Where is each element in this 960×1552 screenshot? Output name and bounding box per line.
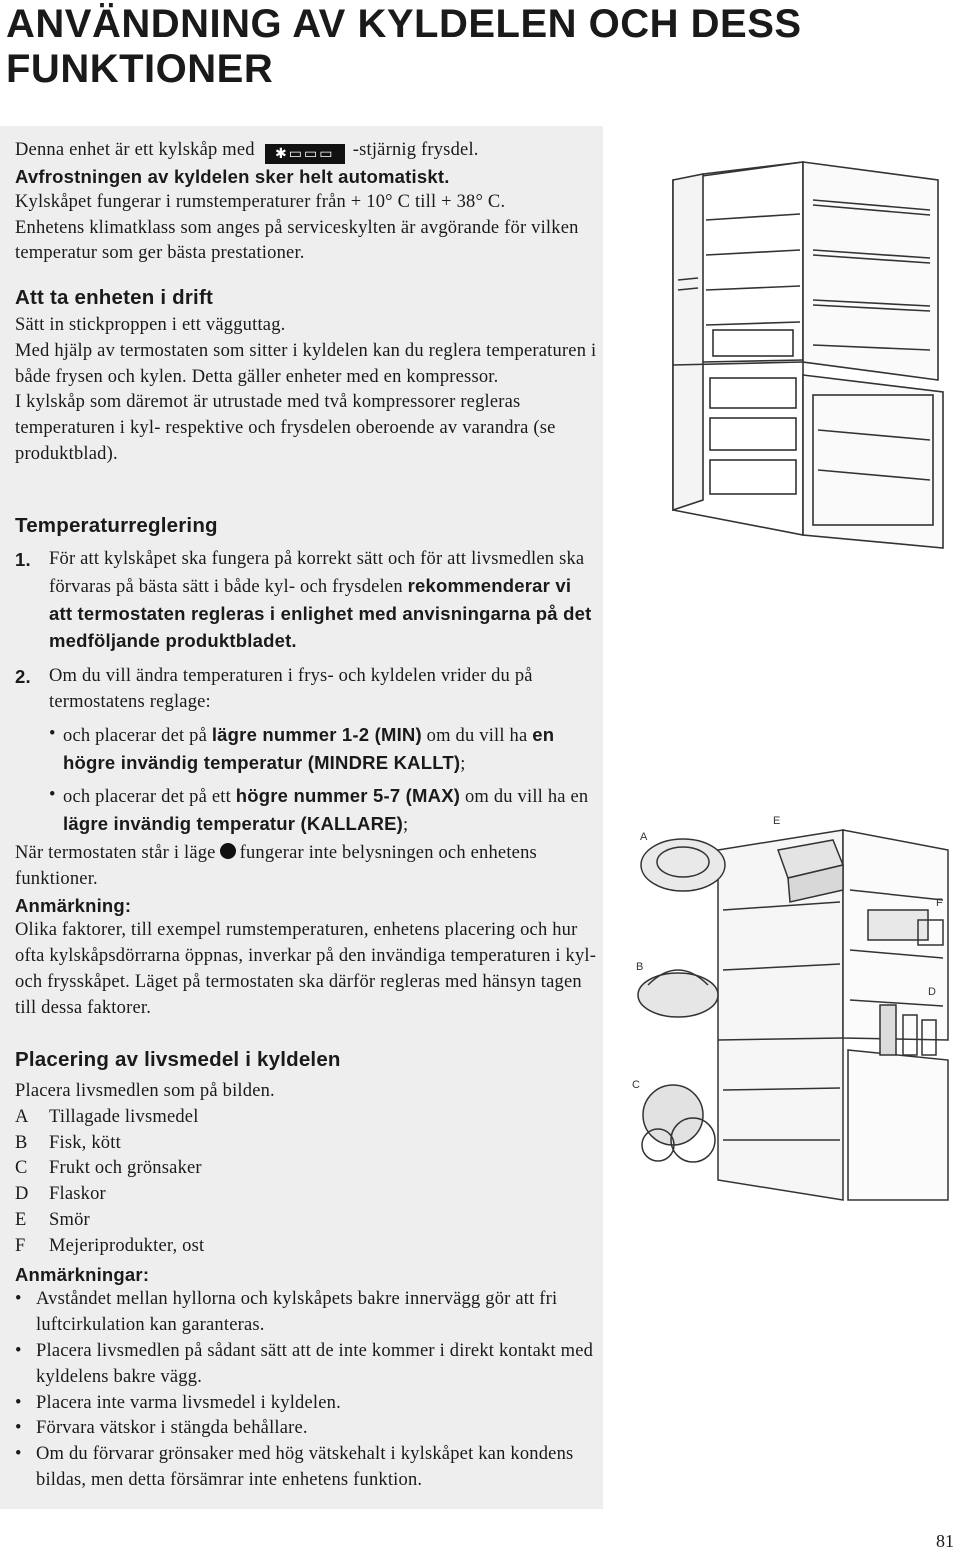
- bullet-max-end: ;: [403, 815, 409, 836]
- bullet-icon: •: [15, 1444, 22, 1465]
- notes-heading: Anmärkningar:: [15, 1263, 150, 1285]
- page-title: ANVÄNDNING AV KYLDELEN OCH DESS FUNKTIONER: [6, 2, 802, 91]
- defrost-text: Avfrostningen av kyldelen sker helt automatiskt.: [15, 166, 450, 187]
- note-list-item: [15, 1416, 597, 1442]
- food-list-key: D: [15, 1184, 29, 1205]
- intro-block: [15, 138, 597, 267]
- four-star-freezer-icon: ✱▭▭▭: [265, 144, 345, 164]
- section-placement: [15, 1047, 597, 1494]
- bullet-min-text-c: om du vill ha: [426, 725, 528, 746]
- note-list-item: [15, 1391, 597, 1417]
- food-list-key: C: [15, 1158, 28, 1179]
- bullet-icon: •: [49, 785, 56, 806]
- bullet-min-temperature: en högre invändig temperatur (MINDRE KALLT): [63, 723, 555, 773]
- light-note-post: fungerar inte belysningen och enhetens funktioner.: [15, 842, 537, 889]
- light-note-pre: När termostaten står i läge: [15, 842, 216, 863]
- note-list-text: Placera inte varma livsmedel i kyldelen.: [36, 1392, 341, 1413]
- figure-label-c: C: [632, 1079, 640, 1091]
- light-note: [15, 841, 597, 893]
- temp-item-2: [15, 664, 597, 716]
- bullet-max-text-c: om du vill ha en: [464, 787, 589, 808]
- temp-item-2-text: Om du vill ändra temperaturen i frys- och kyldelen vrider du på termostatens reglage:: [49, 666, 533, 712]
- temp-item-1-text: För att kylskåpet ska fungera på korrekt sätt och för att livsmedlen ska förvaras på bästa sätt i både kyl- och frysdelen: [49, 549, 585, 597]
- placement-intro: Placera livsmedlen som på bilden.: [15, 1081, 275, 1101]
- food-placement-illustration: [618, 810, 958, 1210]
- bullet-icon: •: [15, 1289, 22, 1310]
- food-list-item: [15, 1234, 597, 1260]
- food-list-item: [15, 1105, 597, 1131]
- food-list-label: Frukt och grönsaker: [49, 1158, 202, 1179]
- food-list: [15, 1105, 597, 1260]
- temp-item-1-number: 1.: [15, 549, 31, 570]
- open-fridge-illustration: [618, 150, 958, 560]
- note-list-text: Om du förvarar grönsaker med hög vätskehalt i kylskåpet kan kondens bildas, men detta försämrar inte enhetens funktion.: [36, 1444, 574, 1490]
- temp-item-1-bold: rekommenderar vi att termostaten regleras i enlighet med anvisningarna på det medföljande produktbladet.: [49, 574, 592, 652]
- notes-list: [15, 1287, 597, 1493]
- bullet-max-text-a: och placerar det på ett: [63, 787, 231, 808]
- food-list-key: E: [15, 1209, 27, 1230]
- bullet-max-number: högre nummer 5-7 (MAX): [235, 785, 461, 807]
- figure-label-d: D: [928, 986, 936, 998]
- drift-p3: I kylskåp som däremot är utrustade med två kompressorer regleras temperaturen i kyl- respektive och frysdelen oberoende av varandra (se produktblad).: [15, 392, 556, 464]
- section-temperature: [15, 513, 597, 1022]
- food-list-item: [15, 1208, 597, 1234]
- figure-label-b: B: [636, 961, 644, 973]
- bullet-icon: •: [15, 1340, 22, 1361]
- section-heading-drift: Att ta enheten i drift: [15, 286, 214, 309]
- temp-item-1: [15, 547, 597, 656]
- food-list-item: [15, 1182, 597, 1208]
- figure-label-a: A: [640, 831, 648, 843]
- bullet-icon: •: [15, 1418, 22, 1439]
- figure-label-f: F: [936, 897, 943, 909]
- food-list-item: [15, 1156, 597, 1182]
- note-list-text: Placera livsmedlen på sådant sätt att de inte kommer i direkt kontakt med kyldelens bakre vägg.: [36, 1340, 594, 1387]
- thermostat-bullet-min: [49, 722, 597, 778]
- note-heading: Anmärkning:: [15, 894, 132, 916]
- food-list-item: [15, 1131, 597, 1157]
- food-list-label: Fisk, kött: [49, 1132, 121, 1153]
- food-list-label: Flaskor: [49, 1184, 106, 1205]
- note-list-text: Avståndet mellan hyllorna och kylskåpets bakre innervägg gör att fri luftcirkulation kan garanteras.: [36, 1289, 558, 1336]
- climate-text: Enhetens klimatklass som anges på serviceskylten är avgörande för vilken temperatur som ger bästa prestationer.: [15, 217, 579, 264]
- note-text: Olika faktorer, till exempel rumstemperaturen, enhetens placering och hur ofta kylskåpsdörrarna öppnas, inverkar på den invändiga temperaturen i kyl- och frysskåpet. Läget på termostaten ska därför regleras med hänsyn tagen till dessa faktorer.: [15, 920, 597, 1018]
- note-list-text: Förvara vätskor i stängda behållare.: [36, 1418, 308, 1439]
- bullet-icon: •: [49, 723, 56, 744]
- food-list-key: B: [15, 1132, 28, 1153]
- bullet-min-end: ;: [460, 753, 466, 774]
- intro-line1-pre: Denna enhet är ett kylskåp med: [15, 140, 255, 160]
- section-heading-placement: Placering av livsmedel i kyldelen: [15, 1048, 341, 1071]
- food-list-label: Smör: [49, 1209, 90, 1230]
- drift-p2: Med hjälp av termostaten som sitter i kyldelen kan du reglera temperaturen i både frysen och kylen. Detta gäller enheter med en kompressor.: [15, 340, 597, 387]
- section-heading-temperature: Temperaturreglering: [15, 514, 218, 537]
- food-list-label: Tillagade livsmedel: [49, 1106, 199, 1127]
- section-drift: [15, 285, 597, 468]
- food-list-key: F: [15, 1235, 26, 1256]
- note-list-item: [15, 1287, 597, 1339]
- page-number: 81: [936, 1531, 954, 1551]
- bullet-max-temperature: lägre invändig temperatur (KALLARE): [63, 813, 404, 835]
- bullet-icon: •: [15, 1392, 22, 1413]
- drift-p1: Sätt in stickproppen i ett vägguttag.: [15, 315, 286, 335]
- figure-label-e: E: [773, 815, 781, 827]
- food-list-key: A: [15, 1106, 29, 1127]
- temp-item-2-number: 2.: [15, 666, 31, 688]
- note-list-item: [15, 1339, 597, 1391]
- intro-line1-post: -stjärnig frysdel.: [352, 140, 479, 160]
- bullet-min-text-a: och placerar det på: [63, 725, 208, 746]
- thermostat-bullet-max: [49, 783, 597, 839]
- temp-range-text: Kylskåpet fungerar i rumstemperaturer från + 10° C till + 38° C.: [15, 191, 506, 212]
- food-list-label: Mejeriprodukter, ost: [49, 1235, 205, 1256]
- intro-line1: [15, 138, 597, 164]
- note-list-item: [15, 1442, 597, 1494]
- bullet-min-number: lägre nummer 1-2 (MIN): [211, 723, 422, 745]
- off-position-dot-icon: [220, 843, 236, 859]
